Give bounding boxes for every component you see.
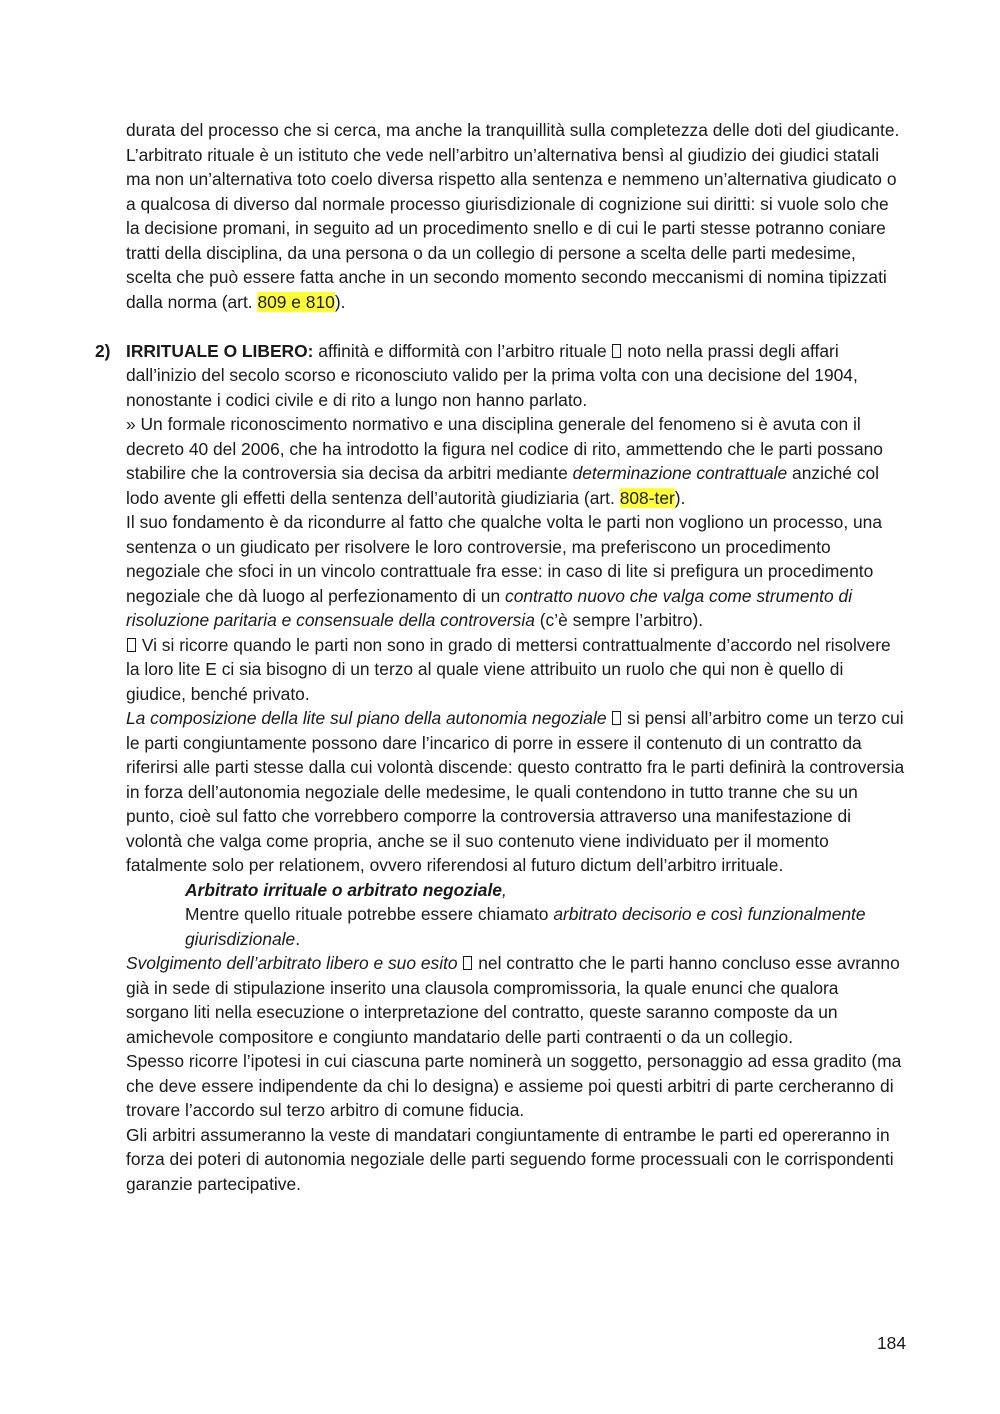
indented-heading: Arbitrato irrituale o arbitrato negoziale, — [185, 879, 507, 900]
list-item-2 — [95, 339, 906, 1197]
arrow-icon — [463, 956, 472, 970]
paragraph-riconoscimento: » Un formale riconoscimento normativo e una disciplina generale del fenomeno si è avuta con il decreto 40 del 2006, che ha introdotto la figura nel codice di rito, ammettendo che le parti possano stabilire che la controversia sia decisa da arbitri mediante determinazione contrattuale anziché col lodo avente gli effetti della sentenza dell’autorità giudiziaria (art. 808-ter). — [126, 414, 883, 508]
arrow-icon — [612, 344, 621, 358]
highlight-art-809-810: 809 e 810 — [257, 291, 335, 312]
paragraph-nomina: Spesso ricorre l’ipotesi in cui ciascuna parte nominerà un soggetto, personaggio ad essa gradito (ma che deve essere indipendente da chi lo designa) e assieme poi questi arbitri di parte cercheranno di trovare l’accordo sul terzo arbitro di comune fiducia. — [126, 1051, 902, 1120]
page-number: 184 — [876, 1333, 906, 1353]
indented-text: Mentre quello rituale potrebbe essere chiamato arbitrato decisorio e così funzionalmente giurisdizionale. — [185, 904, 866, 949]
paragraph-svolgimento: Svolgimento dell’arbitrato libero e suo esito nel contratto che le parti hanno concluso esse avranno già in sede di stipulazione inserito una clausola compromissoria, la quale enunci che qualora sorgano liti nella esecuzione o interpretazione del contratto, queste saranno composte da un amichevole compositore e congiunto mandatario delle parti contraenti o da un collegio. — [126, 953, 900, 1047]
list-number: 2) — [95, 340, 111, 361]
section-heading: IRRITUALE O LIBERO: — [126, 340, 314, 361]
paragraph-composizione: La composizione della lite sul piano della autonomia negoziale si pensi all’arbitro come un terzo cui le parti congiuntamente possono dare l’incarico di porre in essere il contenuto di un contratto da riferirsi alle parti stesse dalla cui volontà discende: questo contratto fra le parti definirà la controversia in forza dell’autonomia negoziale delle medesime, le quali contendono in tutto tranne che su un punto, cioè sul fatto che vorrebbero comporre la controversia attraverso una manifestazione di volontà che valga come propria, anche se il suo contenuto viene individuato per il momento fatalmente solo per relationem, ovvero riferendosi al futuro dictum dell’arbitro irrituale. — [126, 708, 905, 875]
paragraph-fondamento: Il suo fondamento è da ricondurre al fatto che qualche volta le parti non vogliono un processo, una sentenza o un giudicato per risolvere le loro controversie, ma preferiscono un procedimento negoziale che sfoci in un vincolo contrattuale fra esse: in caso di lite si prefigura un procedimento negoziale che dà luogo al perfezionamento di un contratto nuovo che valga come strumento di risoluzione paritaria e consensuale della controversia (c’è sempre l’arbitro). — [126, 512, 883, 630]
paragraph-mandatari: Gli arbitri assumeranno la veste di mandatari congiuntamente di entrambe le parti ed opereranno in forza dei poteri di autonomia negoziale delle parti seguendo forme processuali con le corrispondenti garanzie partecipative. — [126, 1124, 894, 1194]
paragraph-durata: durata del processo che si cerca, ma anche la tranquillità sulla completezza delle doti del giudicante. — [126, 120, 900, 140]
highlight-art-808-ter: 808-ter — [619, 487, 675, 508]
paragraph-ricorso: Vi si ricorre quando le parti non sono in grado di mettersi contrattualmente d’accordo nel risolvere la loro lite E ci sia bisogno di un terzo al quale viene attribuito un ruolo che qui non è quello di giudice, benché privato. — [126, 634, 891, 704]
document-body — [95, 118, 906, 1196]
arrow-icon — [127, 638, 136, 652]
indented-block — [126, 878, 906, 952]
paragraph-arbitrato-rituale: L’arbitrato rituale è un istituto che vede nell’arbitro un’alternativa bensì al giudizio dei giudici statali ma non un’alternativa toto coelo diversa rispetto alla sentenza e nemmeno un’alternativa giudicato o a qualcosa di diverso dal normale processo giurisdizionale di cognizione sui diritti: si vuole solo che la decisione promani, in seguito ad un procedimento snello e di cui le parti stesse potranno coniare tratti della disciplina, da una persona o da un collegio di persone a scelta delle parti medesime, scelta che può essere fatta anche in un secondo momento secondo meccanismi di nomina tipizzati dalla norma (art. 809 e 810). — [126, 144, 897, 312]
arrow-icon — [612, 711, 621, 725]
paragraph-spacer — [126, 314, 906, 339]
section-heading-paragraph: IRRITUALE O LIBERO: affinità e difformità con l’arbitro rituale noto nella prassi degli affari dall’inizio del secolo scorso e riconosciuto valido per la prima volta con una decisione del 1904, nonostante i codici civile e di rito a lungo non hanno parlato. — [126, 340, 858, 410]
